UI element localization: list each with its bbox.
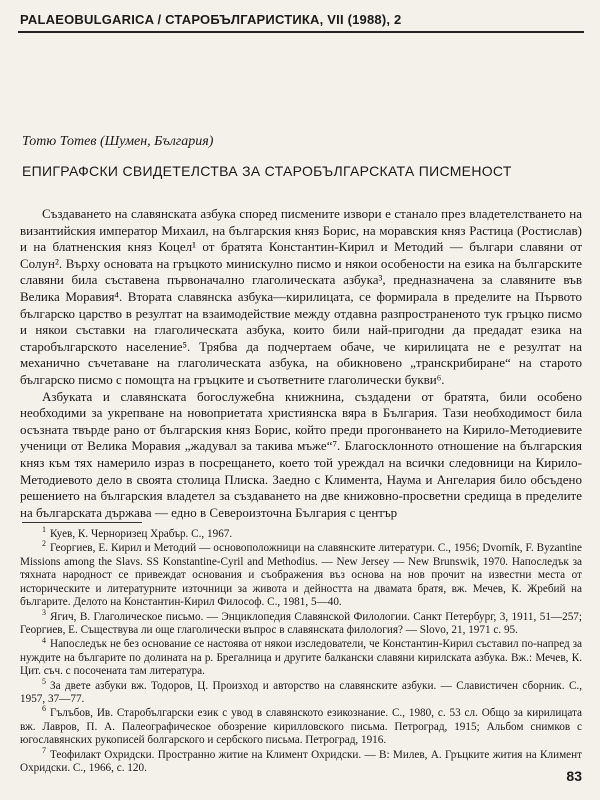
footnote-text: Гълъбов, Ив. Старобългарски език с увод в славянското езикознание. С., 1980, с. 53 сл. Общо за кирилицата вж. Лавров, П. А. Палеографическое обозрение кирилловского письма. Петроград, 1915; Альбом снимков с югославянских рукописей болгарского и сербского письма. Петроград, 1916. bbox=[20, 707, 582, 747]
running-header: PALAEOBULGARICA / СТАРОБЪЛГАРИСТИКА, VII (1988), 2 bbox=[20, 12, 402, 27]
footnote bbox=[20, 539, 582, 610]
footnote-divider bbox=[22, 522, 142, 523]
footnote-text: Куев, К. Черноризец Храбър. С., 1967. bbox=[50, 528, 233, 540]
page-number: 83 bbox=[566, 768, 582, 784]
footnote-text: Напоследък не без основание се настоява от някои изследователи, че Константин-Кирил съставил по-напред за нуждите на българите по долината на р. Брегалница и другите балкански славяни кирилската азбука. Вж.: Мечев, К. Цит. съч. с посочената там литература. bbox=[20, 638, 582, 678]
body-paragraph: Създаването на славянската азбука според писмените извори е станало през владетелстването на византийския император Михаил, на българския княз Борис, на моравския княз Растица (Ростислав) и на блатненския княз Коцел¹ от братята Константин-Кирил и Методий — българи славяни от Солун². Върху основата на гръцкото минискулно писмо и някои особености на езика на българските славяни била съставена първоначално глаголическата азбука³, предназначена за славяните във Велика Моравия⁴. Втората славянска азбука—кирилицата, се формирала в пределите на Първото българско царство в резултат на взаимодействие между отдавна разпространеното тук гръцко писмо и някои съставки на глаголическата азбука, които били най-пригодни да предадат езика на старобългарското население⁵. Трябва да подчертаем обаче, че кирилицата не е резултат на механично съчетаване на глаголическата азбука, на обикновено „транскрибиране“ на старото българско писмо с помощта на гръцките и съответните глаголически букви⁶. bbox=[20, 206, 582, 387]
footnote bbox=[20, 607, 582, 638]
footnote-number: 4 bbox=[42, 635, 46, 645]
footnote bbox=[20, 676, 582, 707]
footnote bbox=[20, 635, 582, 679]
header-divider bbox=[18, 31, 584, 33]
footnote-number: 5 bbox=[42, 676, 46, 686]
body-paragraph: Азбуката и славянската богослужебна книжнина, създадени от братята, били особено необходими за укрепване на новоприетата християнска вяра в България. Тази необходимост била осъзната твърде рано от българския княз Борис, който преди прогонването на Кирило-Методиевите ученици от Велика Моравия „жадувал за такива мъже“⁷. Благосклонното отношение на българския княз към тях намерило израз в посрещането, което той уреждал на всички следовници на Кирило-Методиевото дело в своята столица Плиска. Заедно с Климента, Наума и Ангелария било обсъдено решението на българския владетел за създаването на две книжовно-просветни средища в пределите на българската държава — едно в Североизточна България с център bbox=[20, 388, 582, 520]
footnote bbox=[20, 704, 582, 748]
footnote-number: 7 bbox=[42, 745, 46, 755]
footnote-number: 2 bbox=[42, 539, 46, 549]
footnote-text: Георгиев, Е. Кирил и Методий — основоположници на славянските литератури. С., 1956; Dvorník, F. Byzantine Missions among the Slavs. SS Konstantine-Cyril and Methodius. — New Jersey — New Brunswik, 1970. Напоследък за тяхната народност се привеждат основания и съображения въз основа на нов прочит на известни места от историческите и литературните източници за живота и дейността на двамата братя, вж. Мечев, К. Жребий на българите. Делото на Константин-Кирил Философ. С., 1981, 5—40. bbox=[20, 542, 582, 609]
article-body bbox=[20, 206, 582, 521]
article-title: ЕПИГРАФСКИ СВИДЕТЕЛСТВА ЗА СТАРОБЪЛГАРСКАТА ПИСМЕНОСТ bbox=[22, 163, 512, 179]
footnote-number: 1 bbox=[42, 525, 46, 535]
footnote-text: За двете азбуки вж. Тодоров, Ц. Произход и авторство на славянските азбуки. — Славистичен сборник. С., 1957, 37—77. bbox=[20, 679, 582, 706]
footnote-text: Ягич, В. Глаголическое письмо. — Энциклопедия Славянской Филологии. Санкт Петербург, 3, 1911, 51—257; Георгиев, Е. Съществува ли още глаголически въпрос в славянската филология? — Slovo, 21, 1971 с. 95. bbox=[20, 610, 582, 637]
footnote-number: 3 bbox=[42, 607, 46, 617]
footnote-text: Теофилакт Охридски. Пространно житие на Климент Охридски. — В: Милев, А. Гръцките жития на Климент Охридски. С., 1966, с. 120. bbox=[20, 748, 582, 775]
footnote bbox=[20, 745, 582, 776]
footnote bbox=[20, 525, 582, 542]
footnotes bbox=[20, 525, 582, 776]
footnote-number: 6 bbox=[42, 704, 46, 714]
article-author: Тотю Тотев (Шумен, България) bbox=[22, 134, 214, 149]
